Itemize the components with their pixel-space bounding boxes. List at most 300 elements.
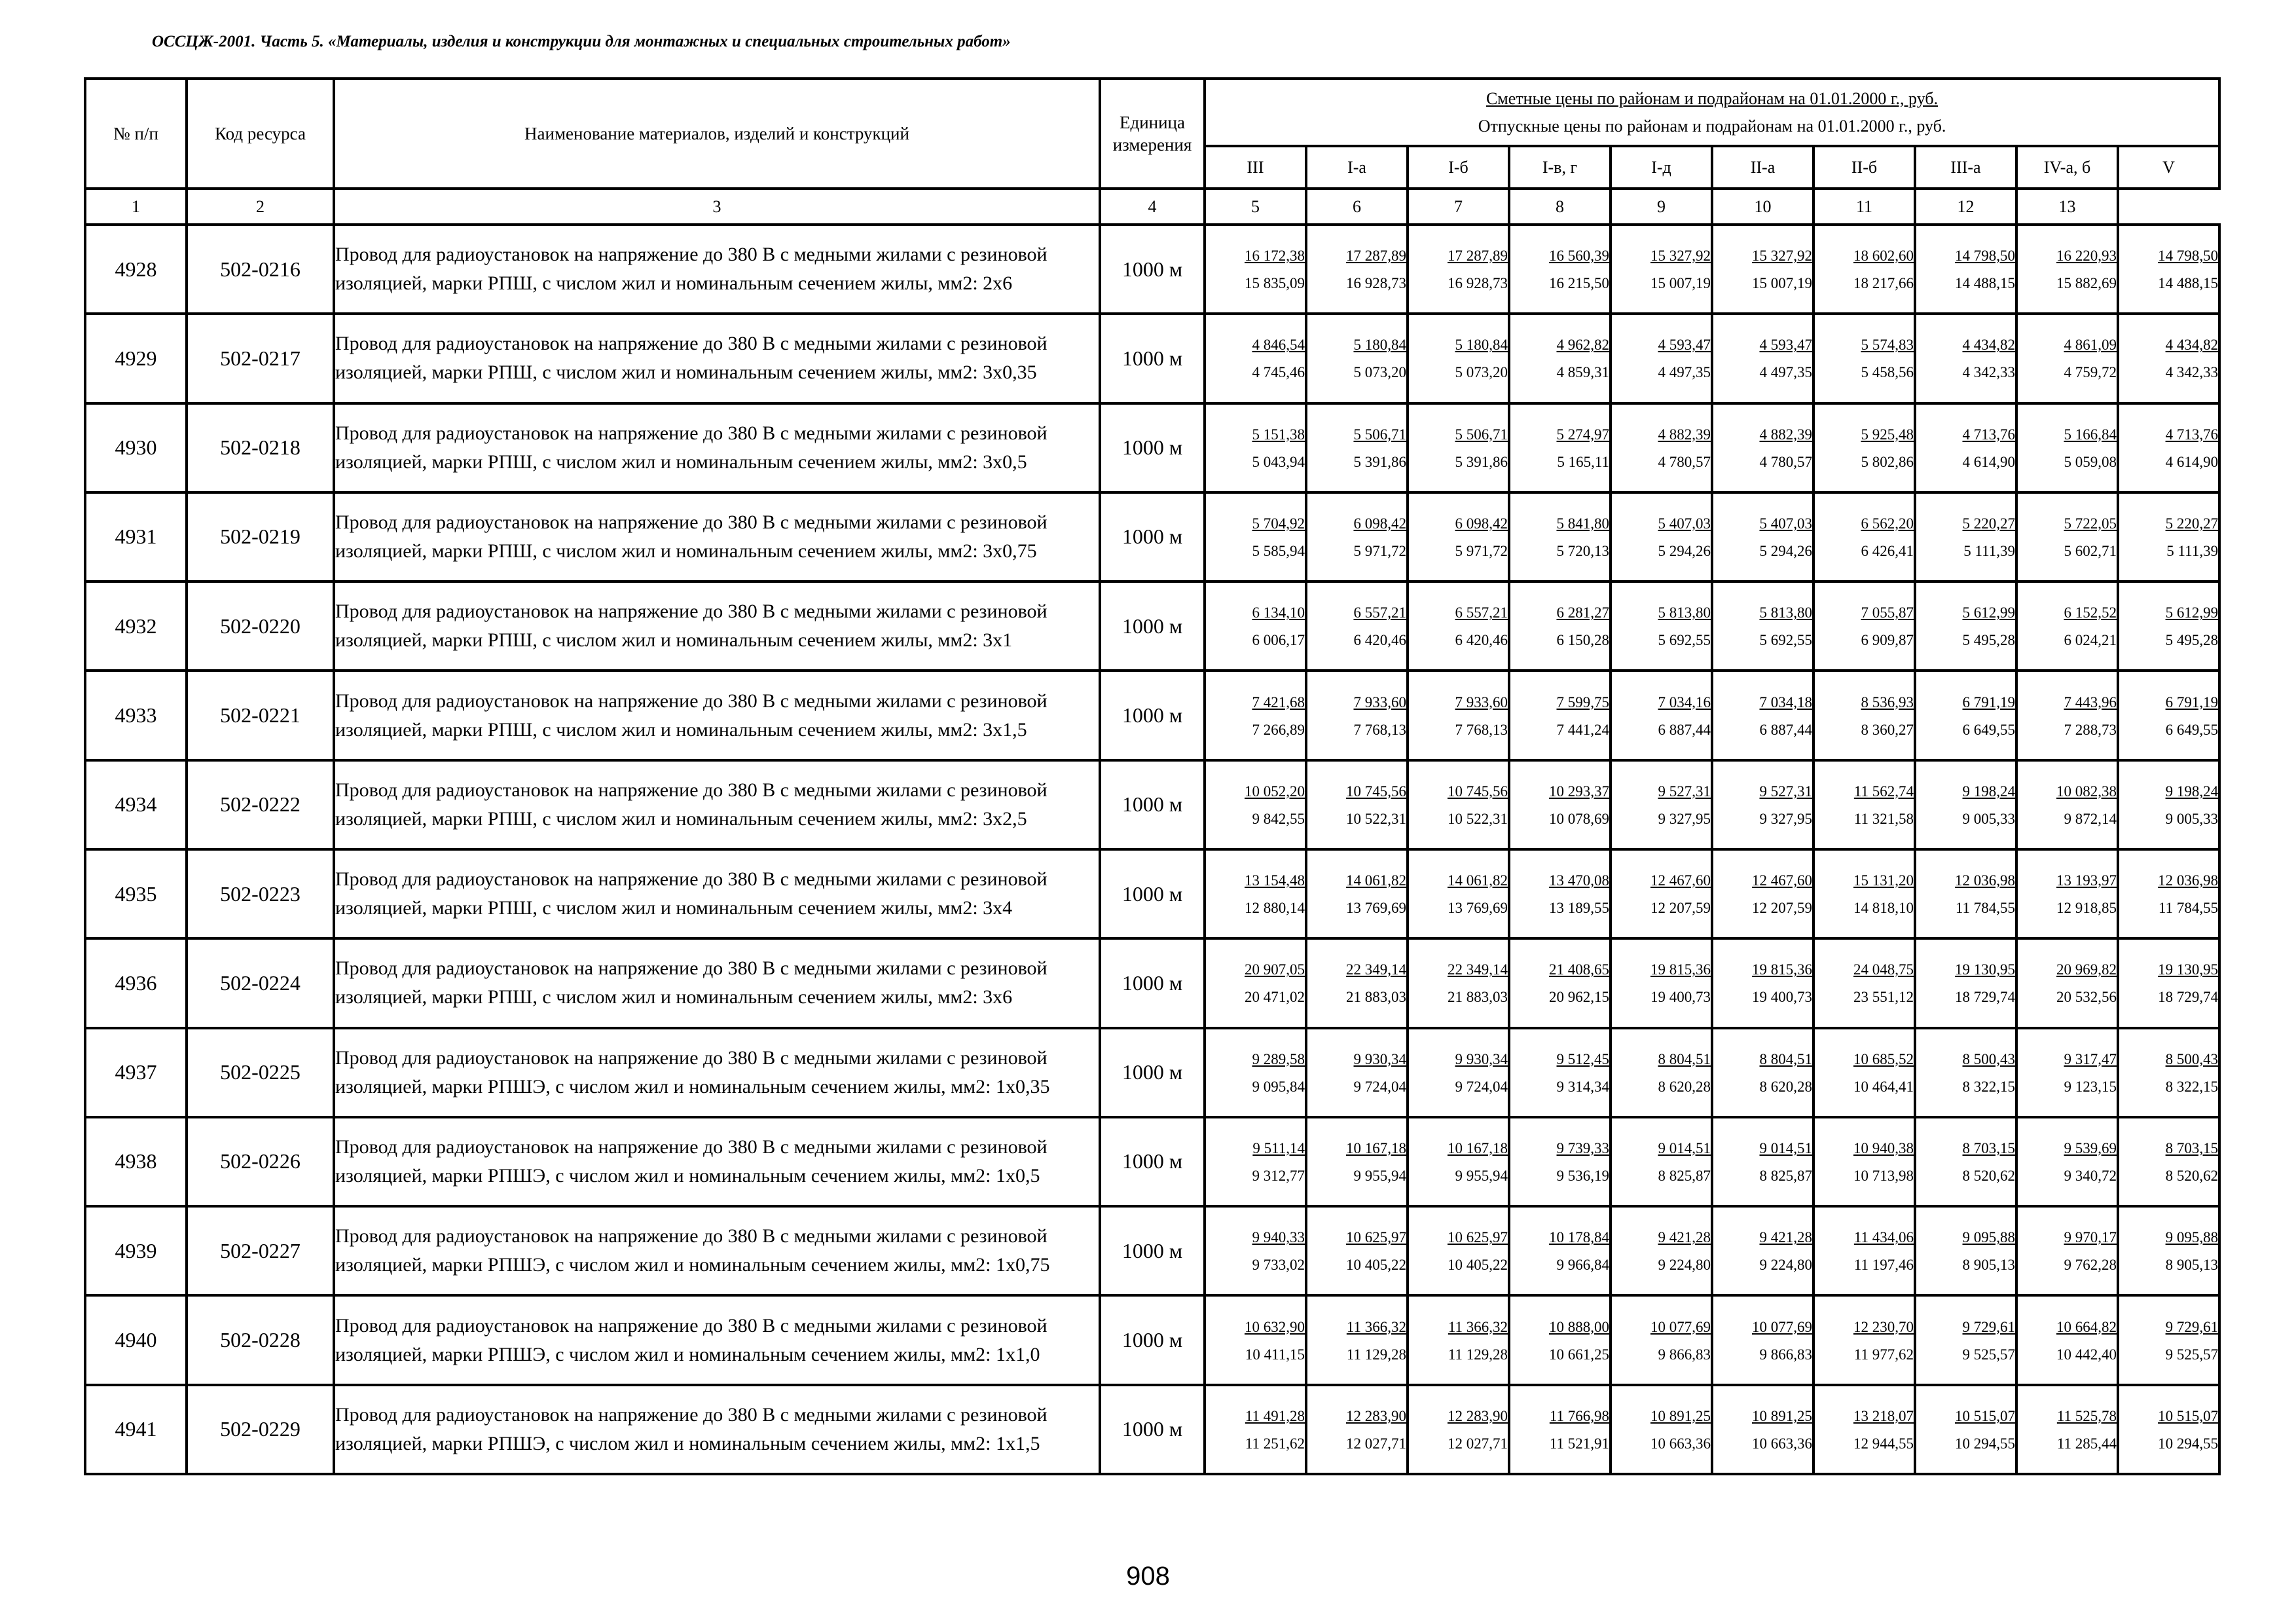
estimate-price: 21 408,65	[1549, 961, 1609, 978]
price-cell	[1813, 581, 1915, 671]
estimate-price: 10 891,25	[1650, 1407, 1711, 1424]
estimate-price: 22 349,14	[1346, 961, 1406, 978]
price-cell	[1408, 938, 1509, 1027]
price-cell	[1306, 1028, 1408, 1117]
row-index: 4933	[85, 671, 187, 760]
estimate-price: 13 193,97	[2056, 872, 2117, 889]
column-number-row	[85, 189, 2219, 225]
material-name: Провод для радиоустановок на напряжение до 380 В с медными жилами с резиновой изоляцией, марки РПШ, с числом жил и номинальным сечением жилы, мм2: 3х2,5	[334, 760, 1100, 849]
release-price: 12 944,55	[1853, 1435, 1914, 1452]
price-cell	[1611, 581, 1712, 671]
table-row	[85, 1117, 2219, 1206]
price-cell	[1509, 849, 1611, 938]
estimate-price: 7 599,75	[1556, 693, 1609, 710]
release-price: 10 522,31	[1448, 810, 1508, 827]
estimate-price: 5 925,48	[1861, 426, 1914, 443]
release-price: 9 733,02	[1252, 1257, 1305, 1274]
release-price: 5 802,86	[1861, 453, 1914, 470]
price-cell	[2016, 492, 2118, 581]
release-price: 21 883,03	[1448, 989, 1508, 1006]
estimate-price: 7 421,68	[1252, 693, 1305, 710]
material-name: Провод для радиоустановок на напряжение до 380 В с медными жилами с резиновой изоляцией, марки РПШЭ, с числом жил и номинальным сечением жилы, мм2: 1х0,5	[334, 1117, 1100, 1206]
price-cell	[1611, 225, 1712, 314]
estimate-price: 4 713,76	[1962, 426, 2015, 443]
material-name: Провод для радиоустановок на напряжение до 380 В с медными жилами с резиновой изоляцией, марки РПШ, с числом жил и номинальным сечением жилы, мм2: 3х4	[334, 849, 1100, 938]
price-cell	[1712, 1385, 1813, 1474]
estimate-price: 8 703,15	[1962, 1139, 2015, 1156]
price-cell	[1611, 849, 1712, 938]
price-cell	[2118, 849, 2219, 938]
region-header: V	[2118, 146, 2219, 189]
release-price: 5 073,20	[1455, 364, 1508, 381]
column-number: 12	[1915, 189, 2016, 225]
region-header: III-а	[1915, 146, 2016, 189]
price-cell	[1712, 849, 1813, 938]
table-row	[85, 671, 2219, 760]
estimate-price: 4 861,09	[2064, 337, 2117, 354]
estimate-price: 10 625,97	[1448, 1229, 1508, 1246]
release-price: 4 497,35	[1658, 364, 1711, 381]
price-cell	[1205, 314, 1306, 403]
release-price: 4 780,57	[1658, 453, 1711, 470]
price-cell	[2118, 1385, 2219, 1474]
estimate-price: 16 560,39	[1549, 248, 1609, 265]
unit-of-measure: 1000 м	[1100, 1295, 1205, 1384]
price-cell	[1205, 671, 1306, 760]
release-price: 6 420,46	[1353, 632, 1406, 649]
unit-of-measure: 1000 м	[1100, 403, 1205, 492]
estimate-price: 7 443,96	[2064, 693, 2117, 710]
estimate-price: 4 882,39	[1658, 426, 1711, 443]
price-cell	[1306, 492, 1408, 581]
row-index: 4941	[85, 1385, 187, 1474]
release-price: 6 006,17	[1252, 632, 1305, 649]
price-cell	[1813, 849, 1915, 938]
price-cell	[1712, 1295, 1813, 1384]
release-price: 11 197,46	[1853, 1257, 1914, 1274]
resource-code: 502-0226	[187, 1117, 334, 1206]
estimate-price: 5 612,99	[1962, 604, 2015, 621]
price-cell	[1712, 1117, 1813, 1206]
price-cell	[2118, 1028, 2219, 1117]
price-cell	[1205, 1385, 1306, 1474]
estimate-price: 10 745,56	[1346, 783, 1406, 800]
release-price: 6 426,41	[1861, 542, 1914, 559]
price-cell	[1205, 492, 1306, 581]
price-cell	[1408, 581, 1509, 671]
price-cell	[1205, 1206, 1306, 1295]
estimate-price: 20 907,05	[1245, 961, 1305, 978]
price-cell	[1712, 492, 1813, 581]
column-number: 3	[334, 189, 1100, 225]
release-price: 10 411,15	[1245, 1346, 1305, 1363]
release-price: 5 294,26	[1759, 542, 1812, 559]
row-index: 4939	[85, 1206, 187, 1295]
estimate-price: 8 804,51	[1658, 1050, 1711, 1067]
estimate-price: 10 167,18	[1346, 1139, 1406, 1156]
price-cell	[2118, 1295, 2219, 1384]
price-cell	[1408, 1206, 1509, 1295]
estimate-price: 8 536,93	[1861, 693, 1914, 710]
estimate-price: 13 218,07	[1853, 1407, 1914, 1424]
price-cell	[1306, 1206, 1408, 1295]
resource-code: 502-0229	[187, 1385, 334, 1474]
estimate-price: 9 317,47	[2064, 1050, 2117, 1067]
price-cell	[1205, 938, 1306, 1027]
price-cell	[1712, 225, 1813, 314]
price-table	[84, 77, 2221, 1475]
table-body	[85, 225, 2219, 1474]
price-cell	[1205, 760, 1306, 849]
estimate-price: 5 151,38	[1252, 426, 1305, 443]
release-price: 9 005,33	[1962, 810, 2015, 827]
release-price: 9 123,15	[2064, 1078, 2117, 1095]
price-cell	[1813, 314, 1915, 403]
estimate-price: 10 077,69	[1650, 1318, 1711, 1335]
price-cell	[2016, 849, 2118, 938]
estimate-price: 7 034,16	[1658, 693, 1711, 710]
price-cell	[1306, 581, 1408, 671]
row-index: 4931	[85, 492, 187, 581]
estimate-price: 4 593,47	[1759, 337, 1812, 354]
price-cell	[2118, 938, 2219, 1027]
resource-code: 502-0223	[187, 849, 334, 938]
price-cell	[1509, 938, 1611, 1027]
release-price: 9 762,28	[2064, 1257, 2117, 1274]
release-price: 5 391,86	[1455, 453, 1508, 470]
release-price: 5 059,08	[2064, 453, 2117, 470]
release-price: 20 962,15	[1549, 989, 1609, 1006]
estimate-price: 14 061,82	[1346, 872, 1406, 889]
price-cell	[1205, 403, 1306, 492]
release-price: 6 909,87	[1861, 632, 1914, 649]
table-row	[85, 403, 2219, 492]
estimate-price: 4 713,76	[2165, 426, 2219, 443]
estimate-price: 11 525,78	[2056, 1407, 2117, 1424]
price-cell	[1712, 671, 1813, 760]
release-price: 8 620,28	[1759, 1078, 1812, 1095]
release-price: 9 224,80	[1759, 1257, 1812, 1274]
price-cell	[1915, 1385, 2016, 1474]
estimate-price: 8 500,43	[2165, 1050, 2219, 1067]
estimate-price: 9 739,33	[1556, 1139, 1609, 1156]
release-price: 10 713,98	[1853, 1167, 1914, 1184]
release-price: 14 818,10	[1853, 900, 1914, 917]
estimate-price: 8 500,43	[1962, 1050, 2015, 1067]
price-cell	[1611, 938, 1712, 1027]
row-index: 4932	[85, 581, 187, 671]
price-cell	[1915, 760, 2016, 849]
price-cell	[1611, 1385, 1712, 1474]
material-name: Провод для радиоустановок на напряжение до 380 В с медными жилами с резиновой изоляцией, марки РПШЭ, с числом жил и номинальным сечением жилы, мм2: 1х0,75	[334, 1206, 1100, 1295]
material-name: Провод для радиоустановок на напряжение до 380 В с медными жилами с резиновой изоляцией, марки РПШ, с числом жил и номинальным сечением жилы, мм2: 3х1	[334, 581, 1100, 671]
release-price: 11 784,55	[1955, 900, 2015, 917]
price-cell	[1712, 1028, 1813, 1117]
release-price: 10 522,31	[1346, 810, 1406, 827]
price-cell	[1408, 671, 1509, 760]
release-price: 6 649,55	[1962, 721, 2015, 738]
price-cell	[1205, 581, 1306, 671]
release-price: 4 497,35	[1759, 364, 1812, 381]
release-price: 20 532,56	[2056, 989, 2117, 1006]
estimate-price: 20 969,82	[2056, 961, 2117, 978]
estimate-price: 9 729,61	[1962, 1318, 2015, 1335]
resource-code: 502-0220	[187, 581, 334, 671]
price-cell	[1509, 403, 1611, 492]
estimate-price: 5 722,05	[2064, 515, 2117, 532]
estimate-price: 10 625,97	[1346, 1229, 1406, 1246]
release-price: 6 024,21	[2064, 632, 2117, 649]
release-price: 5 495,28	[2165, 632, 2219, 649]
estimate-price: 10 167,18	[1448, 1139, 1508, 1156]
release-price: 11 977,62	[1853, 1346, 1914, 1363]
estimate-price: 9 095,88	[1962, 1229, 2015, 1246]
price-cell	[1408, 760, 1509, 849]
price-cell	[1408, 849, 1509, 938]
release-price: 7 441,24	[1556, 721, 1609, 738]
resource-code: 502-0219	[187, 492, 334, 581]
estimate-price: 12 036,98	[2158, 872, 2219, 889]
price-cell	[1813, 671, 1915, 760]
column-number: 7	[1408, 189, 1509, 225]
release-price: 6 420,46	[1455, 632, 1508, 649]
material-name: Провод для радиоустановок на напряжение до 380 В с медными жилами с резиновой изоляцией, марки РПШ, с числом жил и номинальным сечением жилы, мм2: 3х0,75	[334, 492, 1100, 581]
estimate-price: 4 434,82	[2165, 337, 2219, 354]
header-unit: Единица измерения	[1100, 79, 1205, 189]
price-cell	[1611, 1117, 1712, 1206]
unit-of-measure: 1000 м	[1100, 1117, 1205, 1206]
price-cell	[2118, 760, 2219, 849]
table-row	[85, 581, 2219, 671]
resource-code: 502-0225	[187, 1028, 334, 1117]
resource-code: 502-0221	[187, 671, 334, 760]
price-cell	[1205, 1295, 1306, 1384]
release-price: 9 955,94	[1353, 1167, 1406, 1184]
estimate-price: 17 287,89	[1448, 248, 1508, 265]
estimate-price: 15 327,92	[1752, 248, 1812, 265]
price-cell	[1306, 314, 1408, 403]
estimate-price: 6 152,52	[2064, 604, 2117, 621]
estimate-price: 10 515,07	[1955, 1407, 2015, 1424]
price-cell	[1205, 225, 1306, 314]
release-price: 4 614,90	[1962, 453, 2015, 470]
row-index: 4935	[85, 849, 187, 938]
release-price: 15 835,09	[1245, 275, 1305, 292]
release-price: 9 314,34	[1556, 1078, 1609, 1095]
release-price: 4 745,46	[1252, 364, 1305, 381]
header-release-title: Отпускные цены по районам и подрайонам на 01.01.2000 г., руб.	[1478, 116, 1946, 136]
price-cell	[1306, 760, 1408, 849]
price-cell	[1205, 1117, 1306, 1206]
release-price: 10 078,69	[1549, 810, 1609, 827]
release-price: 10 661,25	[1549, 1346, 1609, 1363]
estimate-price: 10 745,56	[1448, 783, 1508, 800]
release-price: 5 458,56	[1861, 364, 1914, 381]
price-cell	[1306, 849, 1408, 938]
estimate-price: 9 512,45	[1556, 1050, 1609, 1067]
price-cell	[1509, 225, 1611, 314]
release-price: 5 391,86	[1353, 453, 1406, 470]
release-price: 6 649,55	[2165, 721, 2219, 738]
release-price: 5 585,94	[1252, 542, 1305, 559]
release-price: 16 928,73	[1448, 275, 1508, 292]
release-price: 6 150,28	[1556, 632, 1609, 649]
price-cell	[1813, 1295, 1915, 1384]
price-cell	[1915, 1117, 2016, 1206]
unit-of-measure: 1000 м	[1100, 938, 1205, 1027]
release-price: 11 521,91	[1549, 1435, 1609, 1452]
estimate-price: 5 704,92	[1252, 515, 1305, 532]
price-cell	[1408, 1028, 1509, 1117]
price-cell	[1408, 492, 1509, 581]
price-cell	[1306, 1385, 1408, 1474]
estimate-price: 5 813,80	[1658, 604, 1711, 621]
price-cell	[1712, 938, 1813, 1027]
release-price: 11 129,28	[1448, 1346, 1508, 1363]
estimate-price: 10 082,38	[2056, 783, 2117, 800]
release-price: 4 859,31	[1556, 364, 1609, 381]
release-price: 7 768,13	[1455, 721, 1508, 738]
release-price: 8 905,13	[1962, 1257, 2015, 1274]
region-header: II-а	[1712, 146, 1813, 189]
release-price: 11 321,58	[1853, 810, 1914, 827]
estimate-price: 10 685,52	[1853, 1050, 1914, 1067]
release-price: 9 536,19	[1556, 1167, 1609, 1184]
release-price: 7 768,13	[1353, 721, 1406, 738]
estimate-price: 5 813,80	[1759, 604, 1812, 621]
estimate-price: 19 815,36	[1650, 961, 1711, 978]
release-price: 8 520,62	[2165, 1167, 2219, 1184]
unit-of-measure: 1000 м	[1100, 1028, 1205, 1117]
price-cell	[1509, 1028, 1611, 1117]
release-price: 19 400,73	[1650, 989, 1711, 1006]
price-cell	[2016, 581, 2118, 671]
release-price: 9 842,55	[1252, 810, 1305, 827]
material-name: Провод для радиоустановок на напряжение до 380 В с медными жилами с резиновой изоляцией, марки РПШ, с числом жил и номинальным сечением жилы, мм2: 3х0,5	[334, 403, 1100, 492]
release-price: 10 442,40	[2056, 1346, 2117, 1363]
estimate-price: 5 506,71	[1353, 426, 1406, 443]
price-cell	[1408, 1385, 1509, 1474]
column-number: 13	[2016, 189, 2118, 225]
estimate-price: 5 574,83	[1861, 337, 1914, 354]
release-price: 13 769,69	[1346, 900, 1406, 917]
estimate-price: 5 612,99	[2165, 604, 2219, 621]
release-price: 5 165,11	[1557, 453, 1609, 470]
release-price: 9 966,84	[1556, 1257, 1609, 1274]
estimate-price: 9 421,28	[1658, 1229, 1711, 1246]
estimate-price: 10 178,84	[1549, 1229, 1609, 1246]
estimate-price: 6 098,42	[1353, 515, 1406, 532]
price-cell	[1712, 581, 1813, 671]
estimate-price: 6 791,19	[1962, 693, 2015, 710]
unit-of-measure: 1000 м	[1100, 314, 1205, 403]
estimate-price: 5 407,03	[1658, 515, 1711, 532]
price-cell	[1712, 1206, 1813, 1295]
estimate-price: 9 930,34	[1455, 1050, 1508, 1067]
estimate-price: 9 198,24	[2165, 783, 2219, 800]
estimate-price: 10 632,90	[1245, 1318, 1305, 1335]
release-price: 10 294,55	[2158, 1435, 2219, 1452]
estimate-price: 12 467,60	[1752, 872, 1812, 889]
row-index: 4938	[85, 1117, 187, 1206]
estimate-price: 22 349,14	[1448, 961, 1508, 978]
price-cell	[1509, 671, 1611, 760]
page-header: ОССЦЖ-2001. Часть 5. «Материалы, изделия и конструкции для монтажных и специальных строительных работ»	[152, 33, 1011, 50]
estimate-price: 14 061,82	[1448, 872, 1508, 889]
release-price: 9 872,14	[2064, 810, 2117, 827]
row-index: 4936	[85, 938, 187, 1027]
release-price: 5 602,71	[2064, 542, 2117, 559]
release-price: 12 207,59	[1752, 900, 1812, 917]
estimate-price: 9 930,34	[1353, 1050, 1406, 1067]
estimate-price: 11 434,06	[1853, 1229, 1914, 1246]
price-cell	[2118, 225, 2219, 314]
release-price: 21 883,03	[1346, 989, 1406, 1006]
release-price: 8 520,62	[1962, 1167, 2015, 1184]
estimate-price: 9 289,58	[1252, 1050, 1305, 1067]
estimate-price: 4 846,54	[1252, 337, 1305, 354]
release-price: 20 471,02	[1245, 989, 1305, 1006]
release-price: 8 825,87	[1658, 1167, 1711, 1184]
estimate-price: 7 034,18	[1759, 693, 1812, 710]
release-price: 15 882,69	[2056, 275, 2117, 292]
estimate-price: 12 283,90	[1346, 1407, 1406, 1424]
estimate-price: 5 220,27	[2165, 515, 2219, 532]
price-cell	[1509, 1295, 1611, 1384]
estimate-price: 9 527,31	[1658, 783, 1711, 800]
estimate-price: 15 131,20	[1853, 872, 1914, 889]
price-cell	[1611, 1295, 1712, 1384]
release-price: 7 266,89	[1252, 721, 1305, 738]
estimate-price: 19 130,95	[1955, 961, 2015, 978]
header-code: Код ресурса	[187, 79, 334, 189]
price-cell	[1306, 1295, 1408, 1384]
price-cell	[2016, 1385, 2118, 1474]
price-cell	[1813, 938, 1915, 1027]
estimate-price: 10 891,25	[1752, 1407, 1812, 1424]
estimate-price: 5 166,84	[2064, 426, 2117, 443]
release-price: 5 495,28	[1962, 632, 2015, 649]
price-cell	[1915, 938, 2016, 1027]
estimate-price: 5 180,84	[1455, 337, 1508, 354]
estimate-price: 4 593,47	[1658, 337, 1711, 354]
price-cell	[1408, 1295, 1509, 1384]
release-price: 4 342,33	[2165, 364, 2219, 381]
estimate-price: 5 274,97	[1556, 426, 1609, 443]
price-cell	[1915, 849, 2016, 938]
price-cell	[1408, 403, 1509, 492]
estimate-price: 11 366,32	[1346, 1318, 1406, 1335]
estimate-price: 6 134,10	[1252, 604, 1305, 621]
material-name: Провод для радиоустановок на напряжение до 380 В с медными жилами с резиновой изоляцией, марки РПШЭ, с числом жил и номинальным сечением жилы, мм2: 1х0,35	[334, 1028, 1100, 1117]
material-name: Провод для радиоустановок на напряжение до 380 В с медными жилами с резиновой изоляцией, марки РПШ, с числом жил и номинальным сечением жилы, мм2: 3х6	[334, 938, 1100, 1027]
estimate-price: 9 729,61	[2165, 1318, 2219, 1335]
estimate-price: 10 515,07	[2158, 1407, 2219, 1424]
price-cell	[2016, 938, 2118, 1027]
estimate-price: 19 130,95	[2158, 961, 2219, 978]
price-cell	[1813, 760, 1915, 849]
estimate-price: 9 539,69	[2064, 1139, 2117, 1156]
price-cell	[1611, 314, 1712, 403]
table-row	[85, 849, 2219, 938]
estimate-price: 4 882,39	[1759, 426, 1812, 443]
estimate-price: 5 407,03	[1759, 515, 1812, 532]
release-price: 4 614,90	[2165, 453, 2219, 470]
release-price: 10 294,55	[1955, 1435, 2015, 1452]
release-price: 9 525,57	[1962, 1346, 2015, 1363]
estimate-price: 4 962,82	[1556, 337, 1609, 354]
unit-of-measure: 1000 м	[1100, 1385, 1205, 1474]
